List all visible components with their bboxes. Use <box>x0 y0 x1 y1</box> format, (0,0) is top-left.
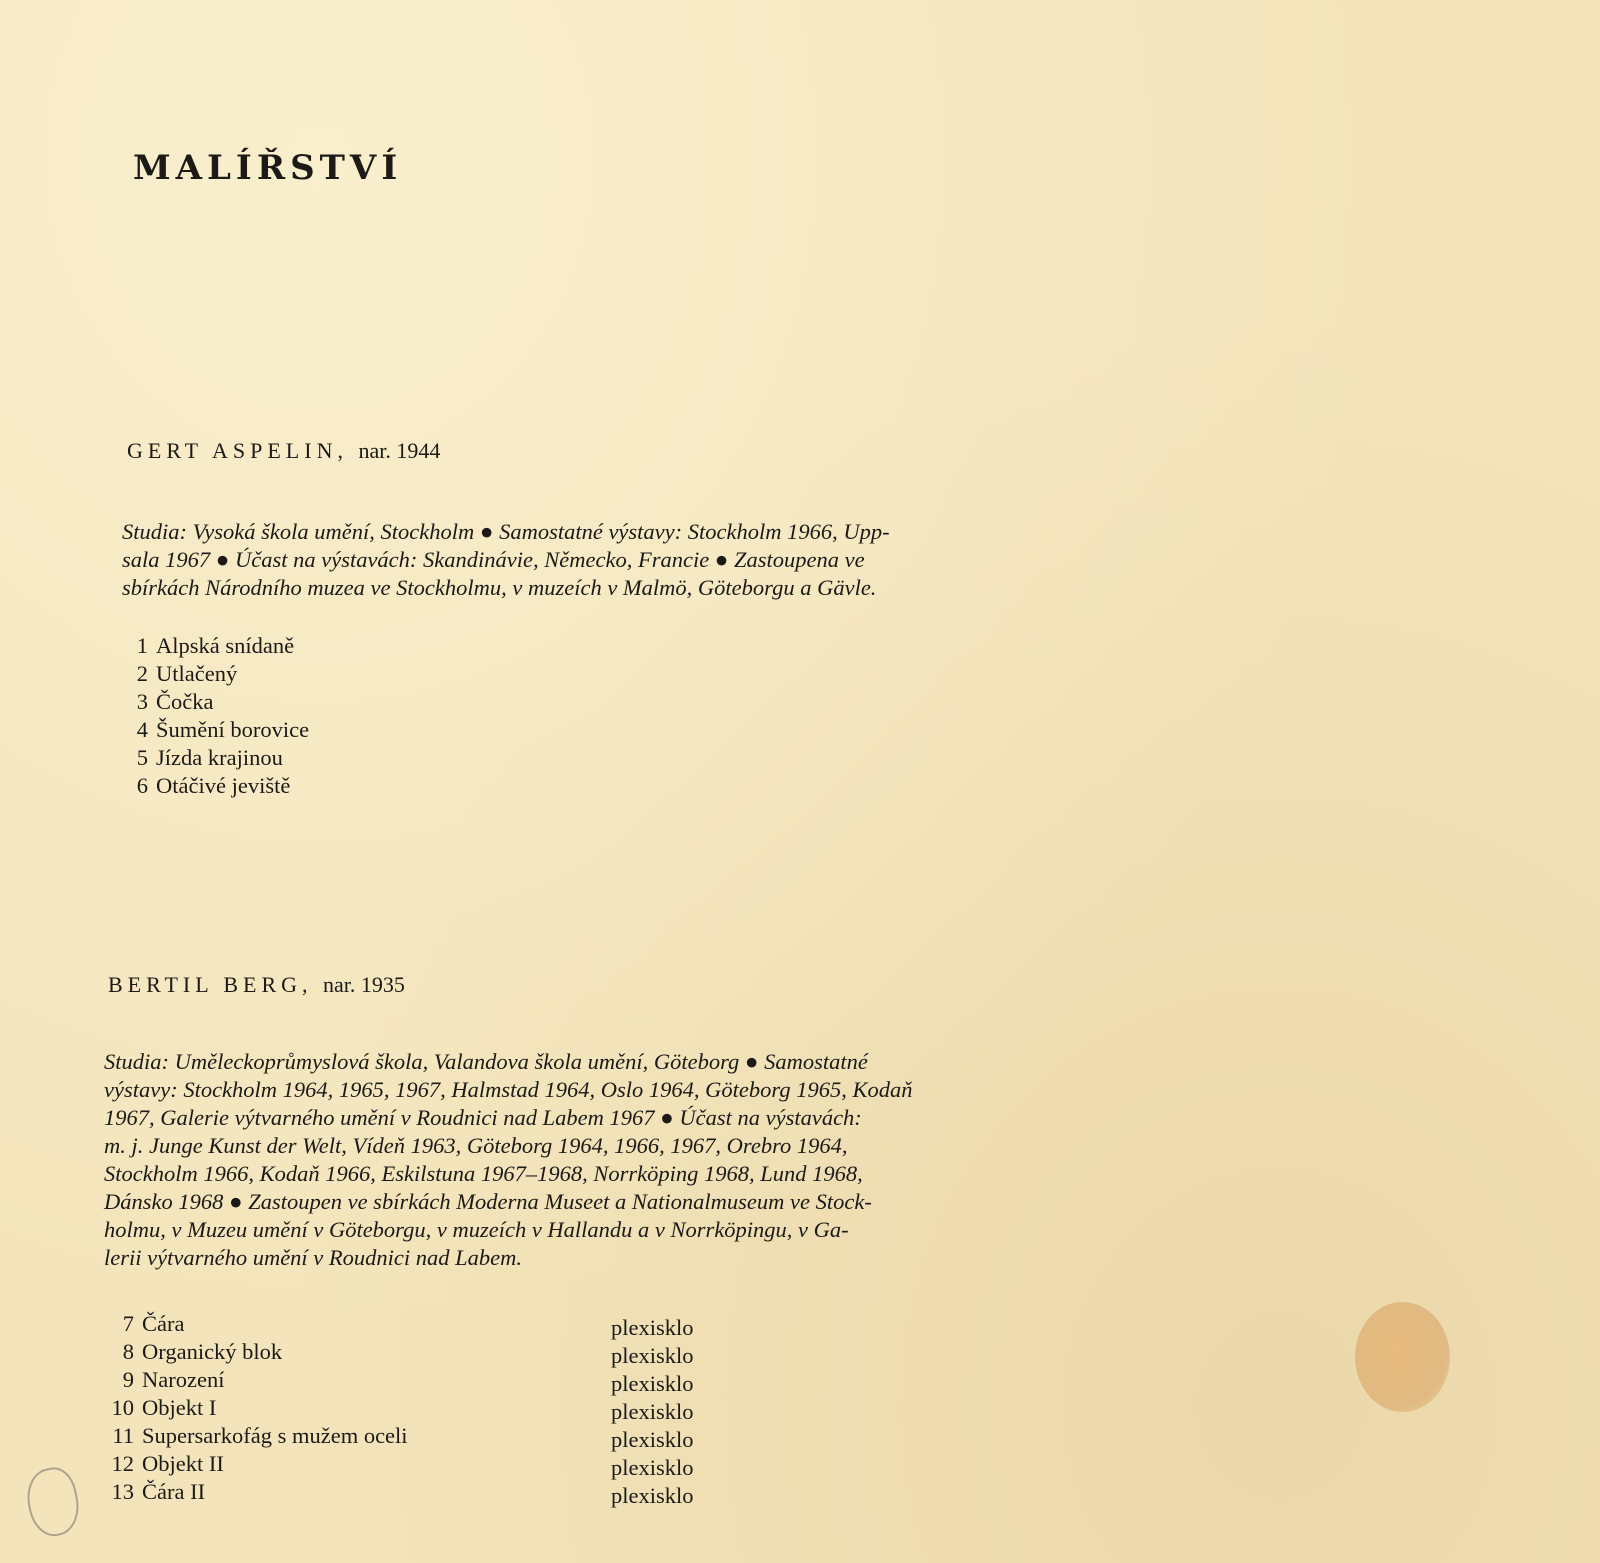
bio-line: m. j. Junge Kunst der Welt, Vídeň 1963, Göteborg 1964, 1966, 1967, Orebro 1964, <box>104 1133 848 1158</box>
list-item <box>118 744 718 772</box>
list-item <box>104 1422 744 1450</box>
work-number: 1 <box>136 633 148 658</box>
artist-name: GERT ASPELIN, <box>127 438 348 463</box>
work-title: Alpská snídaně <box>156 633 295 658</box>
work-medium: plexisklo <box>611 1455 694 1480</box>
work-number: 4 <box>136 717 148 742</box>
work-title: Objekt II <box>142 1451 224 1476</box>
work-number: 6 <box>136 773 148 798</box>
work-number: 8 <box>122 1339 134 1364</box>
list-item <box>104 1394 744 1422</box>
section-title: MALÍŘSTVÍ <box>133 148 403 188</box>
bio-line: Studia: Vysoká škola umění, Stockholm ● Samostatné výstavy: Stockholm 1966, Upp- <box>122 519 890 544</box>
work-title: Organický blok <box>142 1339 283 1364</box>
handwritten-page-mark <box>21 1464 84 1541</box>
list-item <box>118 772 718 800</box>
artist-birth: nar. 1935 <box>323 972 405 997</box>
work-title: Supersarkofág s mužem oceli <box>142 1423 408 1448</box>
work-title: Čára II <box>142 1479 206 1504</box>
list-item <box>104 1450 744 1478</box>
work-title: Čára <box>142 1311 185 1336</box>
work-title: Čočka <box>156 689 214 714</box>
work-medium: plexisklo <box>611 1427 694 1452</box>
bio-line: Studia: Uměleckoprůmyslová škola, Valandova škola umění, Göteborg ● Samostatné <box>104 1049 868 1074</box>
list-item <box>104 1366 744 1394</box>
artist-bio <box>122 518 1142 602</box>
list-item <box>118 716 718 744</box>
work-number: 12 <box>111 1451 134 1476</box>
artist-bio <box>104 1048 1124 1272</box>
work-medium: plexisklo <box>611 1315 694 1340</box>
works-list <box>104 1310 744 1506</box>
list-item <box>118 660 718 688</box>
list-item <box>104 1478 744 1506</box>
work-title: Jízda krajinou <box>156 745 283 770</box>
artist-name: BERTIL BERG, <box>108 972 313 997</box>
work-number: 3 <box>136 689 148 714</box>
work-medium: plexisklo <box>611 1343 694 1368</box>
list-item <box>104 1310 744 1338</box>
bio-line: lerii výtvarného umění v Roudnici nad Labem. <box>104 1245 523 1270</box>
work-title: Šumění borovice <box>156 717 310 742</box>
work-number: 10 <box>111 1395 134 1420</box>
bio-line: sala 1967 ● Účast na výstavách: Skandinávie, Německo, Francie ● Zastoupena ve <box>122 547 865 572</box>
work-title: Otáčivé jeviště <box>156 773 291 798</box>
list-item <box>118 688 718 716</box>
work-medium: plexisklo <box>611 1399 694 1424</box>
list-item <box>104 1338 744 1366</box>
work-number: 13 <box>111 1479 134 1504</box>
bio-line: holmu, v Muzeu umění v Göteborgu, v muzeích v Hallandu a v Norrköpingu, v Ga- <box>104 1217 849 1242</box>
artist-heading <box>127 438 440 464</box>
list-item <box>118 632 718 660</box>
artist-birth: nar. 1944 <box>358 438 441 463</box>
bio-line: sbírkách Národního muzea ve Stockholmu, v muzeích v Malmö, Göteborgu a Gävle. <box>122 575 877 600</box>
works-list <box>118 632 718 800</box>
bio-line: Dánsko 1968 ● Zastoupen ve sbírkách Moderna Museet a Nationalmuseum ve Stock- <box>104 1189 872 1214</box>
work-number: 5 <box>136 745 148 770</box>
bio-line: výstavy: Stockholm 1964, 1965, 1967, Halmstad 1964, Oslo 1964, Göteborg 1965, Kodaň <box>104 1077 913 1102</box>
work-number: 11 <box>112 1423 134 1448</box>
work-number: 9 <box>122 1367 134 1392</box>
work-title: Utlačený <box>156 661 238 686</box>
artist-heading <box>108 972 405 998</box>
paper-stain <box>1355 1302 1450 1412</box>
work-title: Objekt I <box>142 1395 217 1420</box>
work-number: 2 <box>136 661 148 686</box>
work-number: 7 <box>122 1311 134 1336</box>
work-title: Narození <box>142 1367 225 1392</box>
work-medium: plexisklo <box>611 1371 694 1396</box>
bio-line: Stockholm 1966, Kodaň 1966, Eskilstuna 1967–1968, Norrköping 1968, Lund 1968, <box>104 1161 863 1186</box>
bio-line: 1967, Galerie výtvarného umění v Roudnici nad Labem 1967 ● Účast na výstavách: <box>104 1105 862 1130</box>
work-medium: plexisklo <box>611 1483 694 1508</box>
